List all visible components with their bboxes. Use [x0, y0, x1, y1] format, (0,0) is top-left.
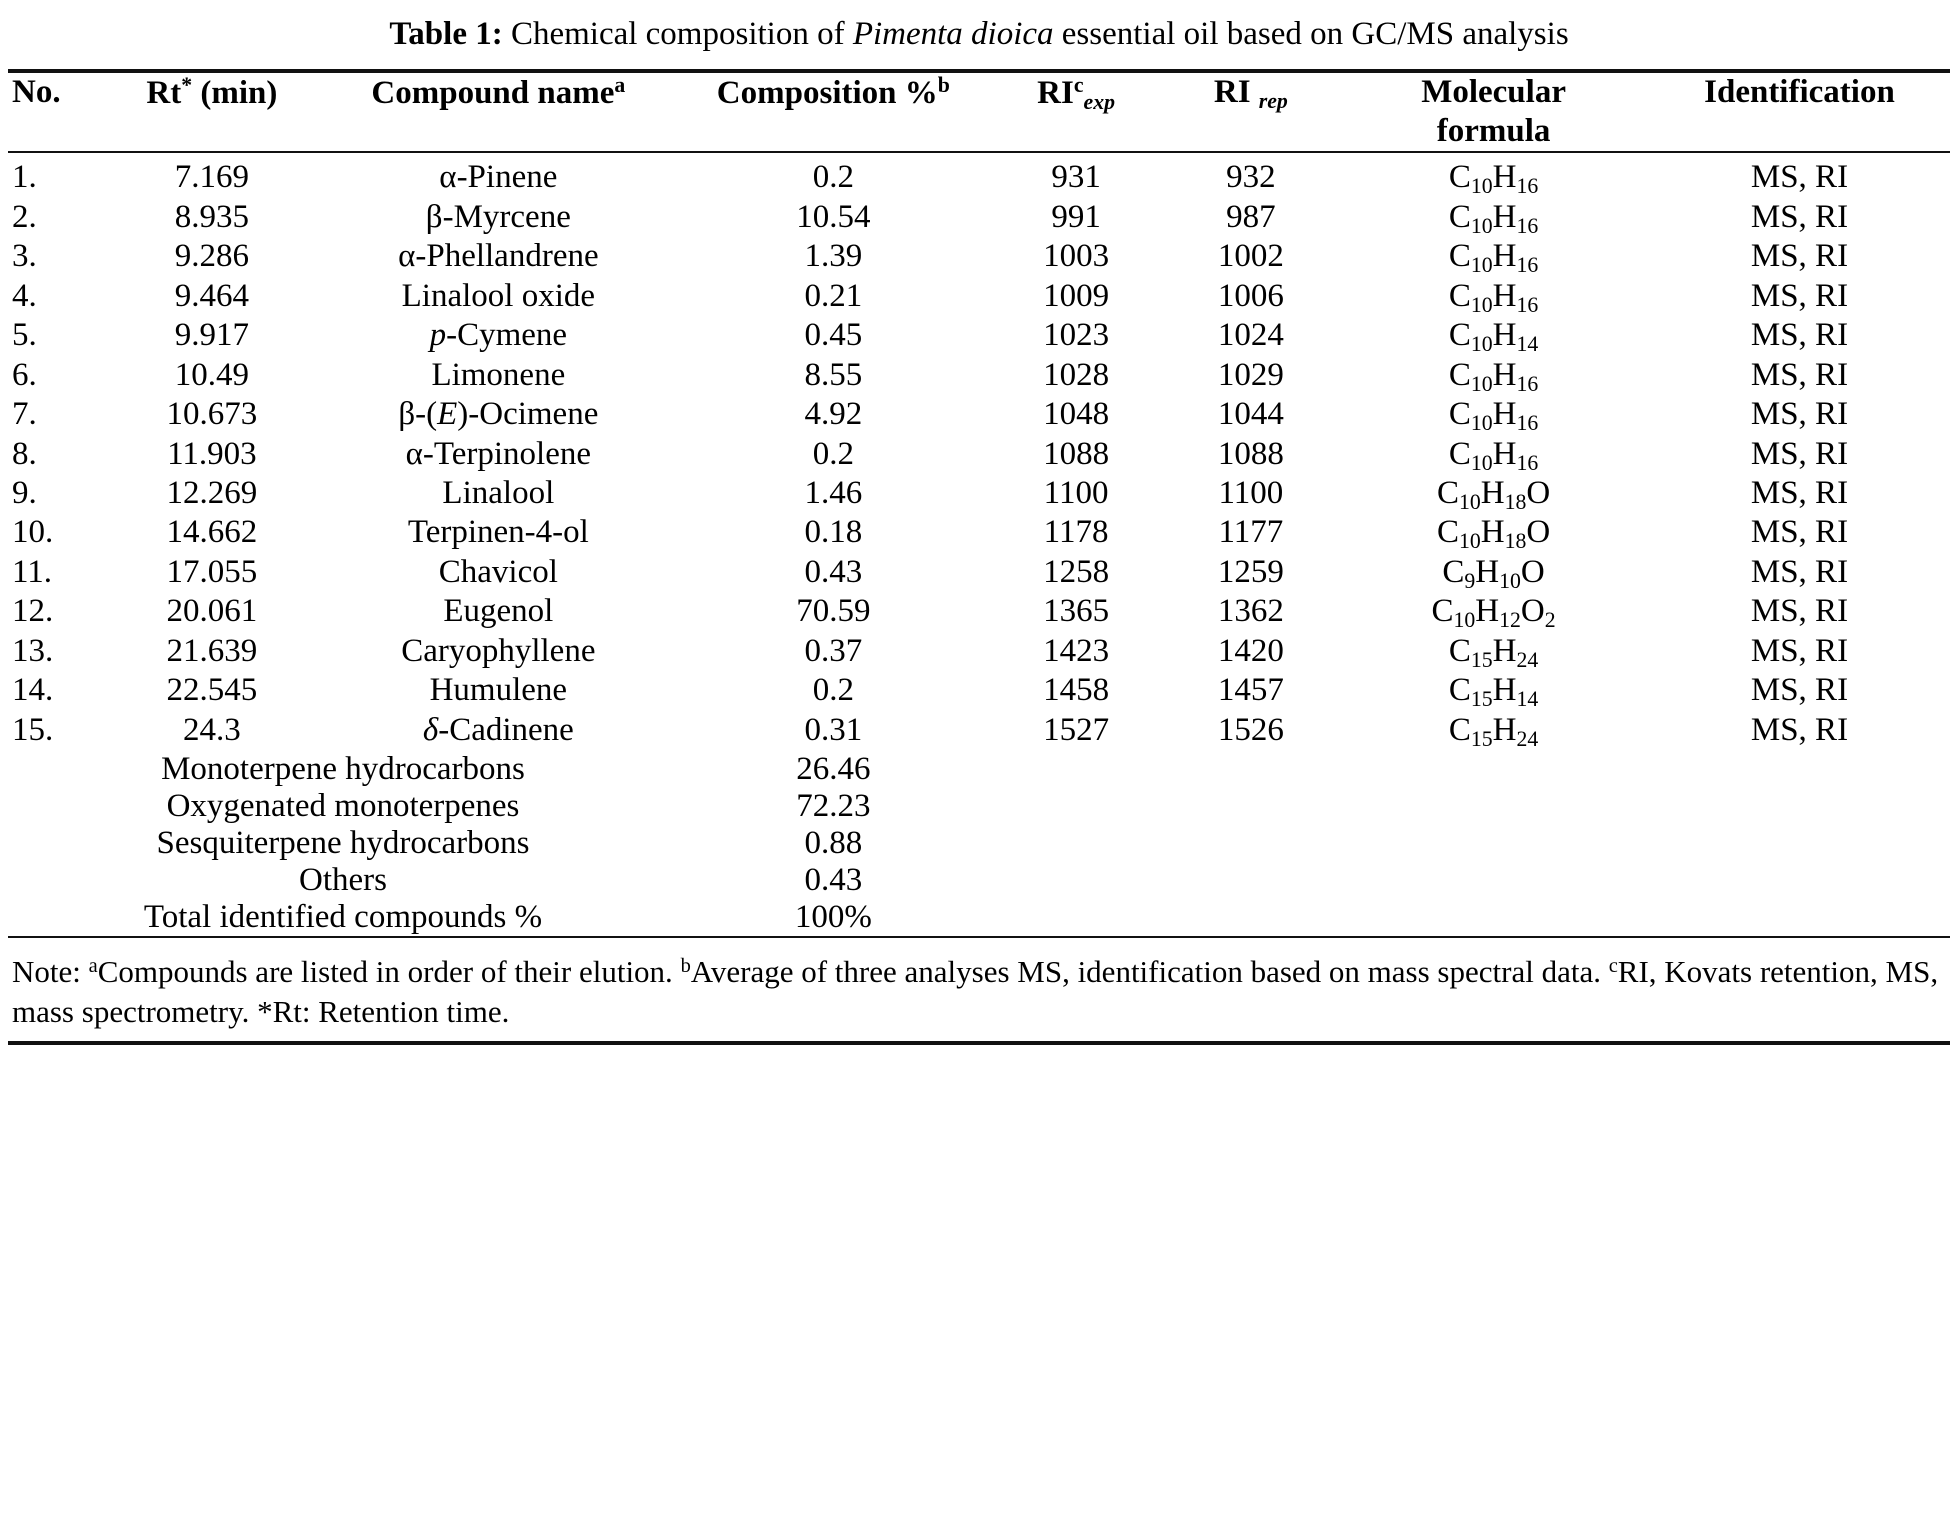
cell-identification: MS, RI: [1750, 711, 1849, 748]
cell-composition: 10.54: [796, 198, 871, 235]
cell-rt: 10.49: [174, 356, 250, 393]
cell-composition: 70.59: [796, 593, 871, 630]
cell-molecular-formula: $C_{10}H_{16}$: [1448, 198, 1539, 238]
cell-composition: 0.18: [804, 514, 863, 551]
cell-molecular-formula: $C_{10}H_{16}$: [1448, 356, 1539, 396]
cell-identification: MS, RI: [1750, 277, 1849, 314]
table-note: Note: $^a$Compounds are listed in order of their elution. $^b$Average of three analyses MS, identification based on mass spectral data. $^c$RI, Kovats retention, MS, mass spectrometry. *Rt: Retention time.: [12, 954, 1939, 1030]
cell-molecular-formula: $C_{10}H_{18}O$: [1436, 475, 1551, 515]
cell-no: 4.: [12, 277, 37, 314]
cell-identification: MS, RI: [1750, 396, 1849, 433]
cell-ri-rep: 1457: [1217, 672, 1284, 709]
cell-no: 2.: [12, 198, 37, 235]
header-identification: Identification: [1704, 74, 1895, 111]
cell-identification: MS, RI: [1750, 317, 1849, 354]
cell-compound-name: Humulene: [429, 672, 568, 709]
header-composition: Composition %$^b$: [716, 73, 950, 112]
cell-ri-rep: 1362: [1217, 593, 1284, 630]
table-row: [8, 238, 1950, 277]
summary-label: Monoterpene hydrocarbons: [161, 751, 525, 788]
cell-no: 15.: [12, 711, 54, 748]
cell-ri-rep: 1526: [1217, 711, 1284, 748]
table-row: [8, 159, 1950, 198]
cell-rt: 20.061: [166, 593, 258, 630]
cell-ri-rep: 1024: [1217, 317, 1284, 354]
summary-value: 100%: [794, 899, 872, 936]
cell-rt: 9.286: [174, 238, 250, 275]
table-row: [8, 593, 1950, 632]
cell-ri-exp: 1100: [1043, 475, 1109, 511]
summary-value: 0.88: [804, 825, 863, 862]
table-row: [8, 357, 1950, 396]
cell-compound-name: Eugenol: [443, 593, 554, 630]
cell-identification: MS, RI: [1750, 475, 1849, 511]
cell-rt: 9.917: [174, 317, 250, 354]
cell-ri-exp: 1258: [1043, 553, 1110, 590]
cell-no: 11.: [12, 553, 53, 590]
cell-ri-exp: 1023: [1043, 317, 1110, 354]
summary-label: Others: [298, 862, 387, 899]
cell-identification: MS, RI: [1750, 553, 1849, 590]
cell-ri-rep: 932: [1226, 159, 1276, 196]
table-row: [8, 633, 1950, 672]
cell-ri-rep: 1029: [1217, 356, 1284, 393]
summary-value: 0.43: [804, 862, 863, 899]
summary-row: [8, 788, 1950, 825]
cell-rt: 24.3: [183, 711, 241, 748]
summary-row: [8, 899, 1950, 937]
cell-ri-rep: 1420: [1217, 632, 1284, 669]
cell-composition: 4.92: [804, 396, 863, 433]
cell-composition: 0.21: [804, 277, 863, 314]
cell-compound-name: Linalool oxide: [401, 277, 596, 314]
cell-rt: 9.464: [174, 277, 250, 314]
cell-composition: 0.31: [804, 711, 863, 748]
cell-identification: MS, RI: [1750, 632, 1849, 669]
table-row: [8, 554, 1950, 593]
header-rt: Rt* (min): [146, 73, 278, 112]
table-row: [8, 317, 1950, 356]
caption-label: Table 1:: [389, 16, 503, 52]
cell-no: 12.: [12, 593, 54, 630]
cell-ri-exp: 1458: [1043, 672, 1110, 709]
cell-identification: MS, RI: [1750, 672, 1849, 709]
cell-molecular-formula: $C_{15}H_{24}$: [1448, 632, 1539, 673]
cell-ri-rep: 1044: [1217, 396, 1284, 433]
cell-rt: 11.903: [167, 435, 257, 472]
cell-composition: 0.37: [804, 632, 863, 669]
header-compound-name: Compound name$^a$: [371, 73, 626, 112]
cell-compound-name: Linalool: [442, 475, 555, 511]
cell-compound-name: α-Pinene: [439, 159, 558, 196]
cell-molecular-formula: $C_{10}H_{16}$: [1448, 396, 1539, 436]
cell-ri-exp: 1009: [1043, 277, 1110, 314]
cell-identification: MS, RI: [1750, 198, 1849, 235]
cell-composition: 0.2: [812, 159, 854, 196]
cell-rt: 8.935: [174, 198, 250, 235]
cell-no: 10.: [12, 514, 54, 551]
table-row: [8, 278, 1950, 317]
table-row: [8, 396, 1950, 435]
cell-ri-exp: 1527: [1043, 711, 1110, 748]
cell-rt: 7.169: [174, 159, 250, 196]
header-no: No.: [12, 74, 61, 111]
cell-ri-rep: 1100: [1218, 475, 1284, 511]
table-header-row: [8, 73, 1950, 152]
cell-composition: 0.45: [804, 317, 863, 354]
cell-no: 6.: [12, 356, 37, 393]
cell-molecular-formula: $C_{10}H_{14}$: [1448, 317, 1539, 357]
cell-rt: 14.662: [166, 514, 258, 551]
cell-ri-rep: 1259: [1217, 553, 1284, 590]
cell-identification: MS, RI: [1750, 159, 1849, 196]
cell-compound-name: δ-Cadinene: [422, 711, 574, 748]
cell-compound-name: β-(E)-Ocimene: [398, 396, 599, 433]
cell-compound-name: Caryophyllene: [401, 632, 596, 669]
summary-value: 26.46: [796, 751, 871, 788]
cell-no: 8.: [12, 435, 37, 472]
cell-rt: 21.639: [166, 632, 258, 669]
header-ri-rep: RI $_{rep}$: [1213, 74, 1288, 114]
cell-identification: MS, RI: [1750, 435, 1849, 472]
cell-ri-exp: 991: [1051, 198, 1101, 235]
caption-text-before: Chemical composition of: [502, 16, 853, 52]
cell-molecular-formula: $C_{10}H_{16}$: [1448, 159, 1539, 199]
cell-compound-name: Chavicol: [438, 553, 558, 590]
cell-composition: 0.2: [812, 435, 854, 472]
table-row: [8, 199, 1950, 238]
cell-ri-exp: 1178: [1043, 514, 1109, 551]
composition-table: [8, 69, 1950, 938]
cell-composition: 1.39: [804, 238, 863, 275]
cell-no: 3.: [12, 238, 37, 275]
cell-no: 13.: [12, 632, 54, 669]
cell-composition: 1.46: [804, 475, 863, 511]
cell-ri-exp: 931: [1051, 159, 1101, 196]
summary-row: [8, 751, 1950, 788]
cell-compound-name: β-Myrcene: [425, 198, 571, 235]
cell-molecular-formula: $C_{15}H_{14}$: [1448, 672, 1539, 712]
table-caption: [8, 10, 1950, 69]
caption-text-after: essential oil based on GC/MS analysis: [1053, 16, 1569, 52]
cell-composition: 0.2: [812, 672, 854, 709]
table-body: [8, 159, 1950, 937]
cell-no: 7.: [12, 396, 37, 433]
cell-identification: MS, RI: [1750, 514, 1849, 551]
cell-ri-exp: 1365: [1043, 593, 1110, 630]
cell-ri-rep: 1002: [1217, 238, 1284, 275]
cell-ri-rep: 1177: [1218, 514, 1284, 551]
cell-ri-exp: 1028: [1043, 356, 1110, 393]
caption-species-name: Pimenta dioica: [852, 16, 1054, 52]
cell-no: 14.: [12, 672, 54, 709]
cell-ri-exp: 1423: [1043, 632, 1110, 669]
cell-compound-name: α-Terpinolene: [405, 435, 592, 472]
summary-row: [8, 825, 1950, 862]
cell-ri-exp: 1088: [1043, 435, 1110, 472]
cell-ri-rep: 987: [1226, 198, 1276, 235]
cell-ri-rep: 1006: [1217, 277, 1284, 314]
cell-identification: MS, RI: [1750, 356, 1849, 393]
note-bottom-rule-wrap: [8, 1041, 1950, 1045]
cell-ri-exp: 1048: [1043, 396, 1110, 433]
cell-no: 9.: [12, 475, 37, 511]
table-row: [8, 672, 1950, 711]
cell-molecular-formula: $C_{10}H_{16}$: [1448, 238, 1539, 278]
cell-molecular-formula: $C_{10}H_{16}$: [1448, 435, 1539, 475]
table-row: [8, 475, 1950, 514]
summary-label: Total identified compounds %: [143, 899, 543, 936]
cell-no: 5.: [12, 317, 37, 354]
header-ri-exp: $RI^c_{exp}$: [1037, 73, 1115, 115]
cell-rt: 17.055: [166, 553, 258, 590]
cell-composition: 8.55: [804, 356, 863, 393]
cell-identification: MS, RI: [1750, 238, 1849, 275]
summary-row: [8, 862, 1950, 899]
cell-rt: 22.545: [166, 672, 258, 709]
table-row: [8, 514, 1950, 553]
cell-compound-name: Terpinen-4-ol: [407, 514, 589, 551]
cell-compound-name: Limonene: [431, 356, 566, 393]
cell-compound-name: α-Phellandrene: [398, 238, 599, 275]
summary-value: 72.23: [796, 788, 871, 825]
cell-molecular-formula: $C_{10}H_{16}$: [1448, 277, 1539, 317]
summary-label: Sesquiterpene hydrocarbons: [156, 825, 530, 862]
cell-identification: MS, RI: [1750, 593, 1849, 630]
cell-rt: 10.673: [166, 396, 258, 433]
cell-no: 1.: [12, 159, 37, 196]
table-row: [8, 436, 1950, 475]
cell-molecular-formula: $C_{10}H_{18}O$: [1436, 514, 1551, 554]
table-row: [8, 712, 1950, 751]
cell-ri-exp: 1003: [1043, 238, 1110, 275]
summary-label: Oxygenated monoterpenes: [166, 788, 520, 825]
header-molecular-formula: Molecular formula: [1421, 74, 1566, 150]
cell-molecular-formula: $C_{15}H_{24}$: [1448, 711, 1539, 751]
cell-molecular-formula: $C_9H_{10}O$: [1442, 553, 1545, 594]
cell-compound-name: p-Cymene: [429, 317, 568, 354]
cell-molecular-formula: $C_{10}H_{12}O_2$: [1431, 593, 1556, 633]
cell-composition: 0.43: [804, 553, 863, 590]
cell-rt: 12.269: [166, 475, 258, 511]
cell-ri-rep: 1088: [1217, 435, 1284, 472]
